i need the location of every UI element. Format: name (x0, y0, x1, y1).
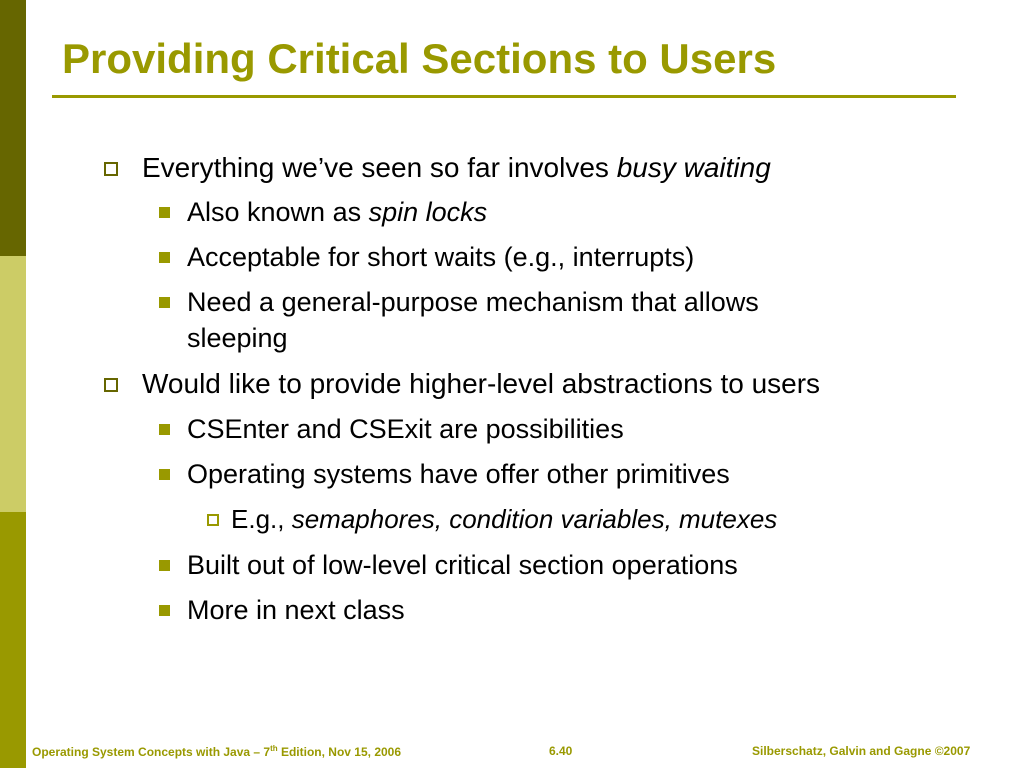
bullet-text: sleeping (187, 323, 288, 353)
bullet-item (187, 285, 759, 319)
hollow-square-bullet-icon (104, 162, 118, 176)
bullet-item (187, 457, 730, 491)
square-bullet-icon (159, 560, 170, 571)
bullet-text: More in next class (187, 595, 405, 625)
hollow-square-bullet-icon (104, 378, 118, 392)
bullet-emphasis: busy waiting (616, 152, 771, 183)
sidebar-band-dark (0, 0, 26, 256)
bullet-item (187, 593, 405, 627)
bullet-text: Acceptable for short waits (e.g., interrupts) (187, 242, 695, 272)
bullet-emphasis: spin locks (368, 197, 488, 227)
bullet-text: Operating systems have offer other primitives (187, 459, 730, 489)
bullet-item (187, 412, 624, 446)
footer-edition: Edition, Nov 15, 2006 (277, 745, 402, 759)
bullet-text: Also known as (187, 197, 369, 227)
footer-left (32, 744, 401, 759)
footer-right: Silberschatz, Galvin and Gagne ©2007 (752, 744, 971, 758)
bullet-item (142, 367, 820, 401)
bullet-text: Need a general-purpose mechanism that allows (187, 287, 759, 317)
title-underline (52, 95, 956, 98)
bullet-text: Everything we’ve seen so far involves (142, 152, 617, 183)
bullet-text: Built out of low-level critical section operations (187, 550, 738, 580)
square-bullet-icon (159, 469, 170, 480)
bullet-text: Would like to provide higher-level abstractions to users (142, 368, 821, 399)
bullet-item (187, 548, 738, 582)
square-bullet-icon (159, 424, 170, 435)
footer-page-number: 6.40 (549, 744, 573, 758)
bullet-text: E.g., (231, 504, 292, 534)
footer-book: Operating System Concepts with Java – 7 (32, 745, 271, 759)
sidebar-band-light (0, 256, 26, 512)
footer-superscript: th (270, 744, 278, 753)
square-bullet-icon (159, 605, 170, 616)
bullet-text: CSEnter and CSExit are possibilities (187, 414, 624, 444)
bullet-item (142, 151, 771, 185)
bullet-item (231, 503, 777, 535)
slide-title: Providing Critical Sections to Users (62, 35, 777, 82)
bullet-item (187, 240, 694, 274)
hollow-square-bullet-icon (207, 514, 219, 526)
bullet-item-continuation (187, 321, 288, 355)
square-bullet-icon (159, 207, 170, 218)
bullet-item (187, 195, 487, 229)
sidebar-band-olive (0, 512, 26, 768)
square-bullet-icon (159, 252, 170, 263)
bullet-emphasis: semaphores, condition variables, mutexes (291, 504, 778, 534)
square-bullet-icon (159, 297, 170, 308)
sidebar-decoration (0, 0, 26, 768)
